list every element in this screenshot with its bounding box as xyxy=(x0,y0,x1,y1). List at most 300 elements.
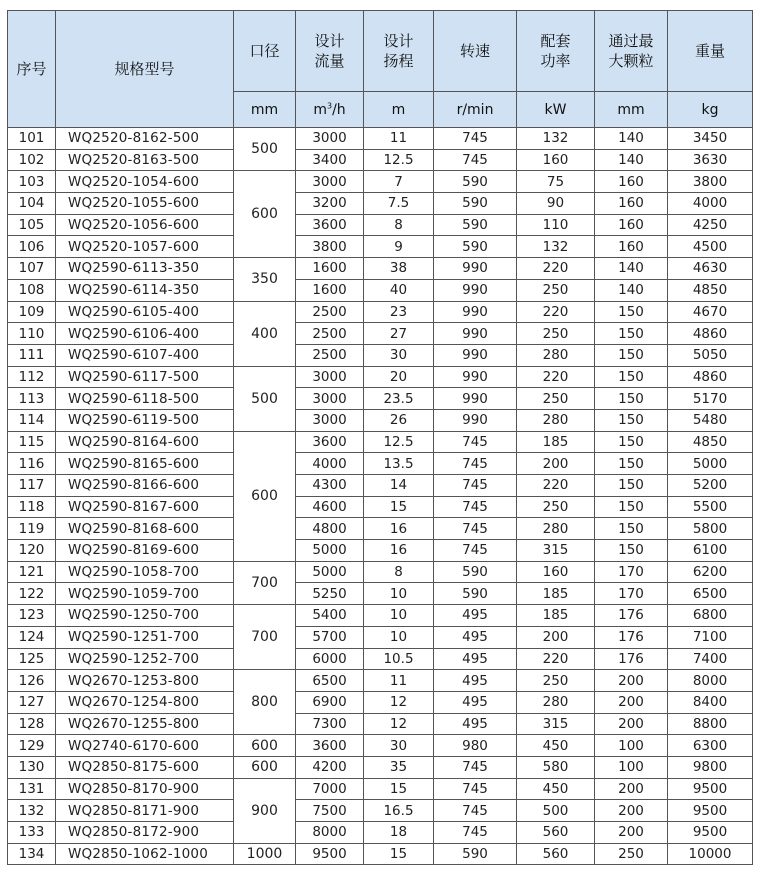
cell-flow: 9500 xyxy=(296,843,364,865)
cell-diameter: 700 xyxy=(234,605,296,670)
cell-head: 9 xyxy=(364,236,434,258)
cell-seq: 108 xyxy=(8,279,56,301)
cell-seq: 123 xyxy=(8,605,56,627)
cell-particle: 140 xyxy=(595,258,668,280)
cell-head: 11 xyxy=(364,670,434,692)
cell-seq: 107 xyxy=(8,258,56,280)
cell-particle: 200 xyxy=(595,800,668,822)
cell-weight: 5800 xyxy=(668,518,753,540)
cell-particle: 150 xyxy=(595,366,668,388)
cell-seq: 113 xyxy=(8,388,56,410)
table-header xyxy=(8,11,753,128)
cell-head: 12 xyxy=(364,691,434,713)
cell-flow: 7300 xyxy=(296,713,364,735)
cell-model: WQ2590-6118-500 xyxy=(56,388,234,410)
cell-power: 220 xyxy=(517,648,595,670)
table-row xyxy=(8,366,753,388)
cell-model: WQ2590-1058-700 xyxy=(56,561,234,583)
cell-power: 250 xyxy=(517,388,595,410)
cell-particle: 176 xyxy=(595,605,668,627)
cell-weight: 9500 xyxy=(668,778,753,800)
header-seq: 序号 xyxy=(8,11,56,128)
cell-model: WQ2520-1054-600 xyxy=(56,171,234,193)
header-power: 配套 功率 xyxy=(517,11,595,92)
cell-speed: 590 xyxy=(434,214,517,236)
cell-power: 200 xyxy=(517,626,595,648)
cell-speed: 990 xyxy=(434,258,517,280)
table-row xyxy=(8,128,753,150)
cell-diameter: 600 xyxy=(234,756,296,778)
cell-weight: 8400 xyxy=(668,691,753,713)
table-row xyxy=(8,605,753,627)
table-row xyxy=(8,670,753,692)
unit-diameter: mm xyxy=(234,92,296,128)
cell-weight: 10000 xyxy=(668,843,753,865)
header-speed: 转速 xyxy=(434,11,517,92)
cell-particle: 150 xyxy=(595,409,668,431)
table-row xyxy=(8,691,753,713)
cell-speed: 990 xyxy=(434,323,517,345)
cell-weight: 6800 xyxy=(668,605,753,627)
header-particle: 通过最 大颗粒 xyxy=(595,11,668,92)
cell-particle: 200 xyxy=(595,691,668,713)
unit-power: kW xyxy=(517,92,595,128)
cell-model: WQ2670-1254-800 xyxy=(56,691,234,713)
cell-flow: 3200 xyxy=(296,193,364,215)
cell-seq: 116 xyxy=(8,453,56,475)
header-diameter: 口径 xyxy=(234,11,296,92)
cell-speed: 990 xyxy=(434,409,517,431)
cell-flow: 3400 xyxy=(296,149,364,171)
cell-seq: 101 xyxy=(8,128,56,150)
cell-seq: 127 xyxy=(8,691,56,713)
cell-flow: 4000 xyxy=(296,453,364,475)
cell-power: 200 xyxy=(517,453,595,475)
cell-weight: 4250 xyxy=(668,214,753,236)
table-row xyxy=(8,713,753,735)
cell-diameter: 600 xyxy=(234,735,296,757)
cell-particle: 150 xyxy=(595,540,668,562)
cell-model: WQ2850-1062-1000 xyxy=(56,843,234,865)
table-row xyxy=(8,258,753,280)
table-row xyxy=(8,843,753,865)
cell-seq: 121 xyxy=(8,561,56,583)
cell-weight: 8800 xyxy=(668,713,753,735)
cell-model: WQ2590-6106-400 xyxy=(56,323,234,345)
cell-flow: 8000 xyxy=(296,822,364,844)
cell-speed: 745 xyxy=(434,540,517,562)
cell-speed: 495 xyxy=(434,648,517,670)
cell-speed: 495 xyxy=(434,626,517,648)
cell-flow: 2500 xyxy=(296,323,364,345)
cell-model: WQ2520-8162-500 xyxy=(56,128,234,150)
cell-head: 8 xyxy=(364,214,434,236)
header-weight: 重量 xyxy=(668,11,753,92)
cell-speed: 590 xyxy=(434,193,517,215)
cell-weight: 5050 xyxy=(668,344,753,366)
unit-flow xyxy=(296,92,364,128)
cell-weight: 3800 xyxy=(668,171,753,193)
cell-speed: 745 xyxy=(434,431,517,453)
cell-head: 15 xyxy=(364,778,434,800)
cell-speed: 990 xyxy=(434,366,517,388)
cell-seq: 119 xyxy=(8,518,56,540)
cell-particle: 160 xyxy=(595,193,668,215)
cell-speed: 990 xyxy=(434,301,517,323)
cell-power: 250 xyxy=(517,279,595,301)
cell-weight: 4500 xyxy=(668,236,753,258)
cell-head: 40 xyxy=(364,279,434,301)
cell-power: 580 xyxy=(517,756,595,778)
cell-particle: 140 xyxy=(595,149,668,171)
cell-power: 220 xyxy=(517,258,595,280)
cell-seq: 124 xyxy=(8,626,56,648)
cell-model: WQ2850-8171-900 xyxy=(56,800,234,822)
cell-weight: 4860 xyxy=(668,323,753,345)
cell-weight: 3450 xyxy=(668,128,753,150)
cell-diameter: 500 xyxy=(234,128,296,171)
cell-power: 280 xyxy=(517,344,595,366)
cell-model: WQ2590-8165-600 xyxy=(56,453,234,475)
cell-speed: 590 xyxy=(434,561,517,583)
cell-power: 132 xyxy=(517,128,595,150)
cell-power: 160 xyxy=(517,149,595,171)
cell-speed: 990 xyxy=(434,344,517,366)
cell-weight: 5170 xyxy=(668,388,753,410)
cell-seq: 106 xyxy=(8,236,56,258)
cell-flow: 2500 xyxy=(296,301,364,323)
cell-speed: 745 xyxy=(434,756,517,778)
cell-particle: 176 xyxy=(595,648,668,670)
cell-diameter: 700 xyxy=(234,561,296,604)
cell-speed: 745 xyxy=(434,128,517,150)
cell-power: 450 xyxy=(517,778,595,800)
cell-power: 220 xyxy=(517,366,595,388)
cell-speed: 590 xyxy=(434,171,517,193)
cell-seq: 110 xyxy=(8,323,56,345)
cell-speed: 590 xyxy=(434,236,517,258)
cell-head: 30 xyxy=(364,344,434,366)
cell-particle: 150 xyxy=(595,475,668,497)
cell-speed: 495 xyxy=(434,713,517,735)
cell-flow: 1600 xyxy=(296,279,364,301)
cell-weight: 9800 xyxy=(668,756,753,778)
cell-particle: 100 xyxy=(595,735,668,757)
table-row xyxy=(8,344,753,366)
cell-model: WQ2590-1252-700 xyxy=(56,648,234,670)
unit-flow-sup: 3 xyxy=(326,100,333,110)
cell-head: 10.5 xyxy=(364,648,434,670)
cell-flow: 6500 xyxy=(296,670,364,692)
table-row xyxy=(8,800,753,822)
cell-model: WQ2590-6119-500 xyxy=(56,409,234,431)
cell-power: 280 xyxy=(517,691,595,713)
cell-flow: 5700 xyxy=(296,626,364,648)
cell-power: 160 xyxy=(517,561,595,583)
cell-flow: 5250 xyxy=(296,583,364,605)
cell-particle: 160 xyxy=(595,214,668,236)
table-row xyxy=(8,475,753,497)
cell-weight: 4850 xyxy=(668,279,753,301)
cell-head: 16 xyxy=(364,540,434,562)
cell-speed: 495 xyxy=(434,691,517,713)
table-row xyxy=(8,453,753,475)
cell-head: 30 xyxy=(364,735,434,757)
cell-weight: 6100 xyxy=(668,540,753,562)
cell-power: 185 xyxy=(517,583,595,605)
cell-weight: 4000 xyxy=(668,193,753,215)
cell-head: 12.5 xyxy=(364,431,434,453)
cell-power: 75 xyxy=(517,171,595,193)
header-head: 设计 扬程 xyxy=(364,11,434,92)
cell-diameter: 1000 xyxy=(234,843,296,865)
table-row xyxy=(8,323,753,345)
cell-head: 11 xyxy=(364,128,434,150)
cell-flow: 7000 xyxy=(296,778,364,800)
cell-model: WQ2670-1255-800 xyxy=(56,713,234,735)
cell-model: WQ2590-1059-700 xyxy=(56,583,234,605)
cell-flow: 4200 xyxy=(296,756,364,778)
cell-flow: 4800 xyxy=(296,518,364,540)
cell-seq: 103 xyxy=(8,171,56,193)
cell-weight: 4670 xyxy=(668,301,753,323)
cell-model: WQ2590-8164-600 xyxy=(56,431,234,453)
cell-head: 20 xyxy=(364,366,434,388)
cell-seq: 120 xyxy=(8,540,56,562)
cell-head: 18 xyxy=(364,822,434,844)
cell-flow: 6900 xyxy=(296,691,364,713)
cell-particle: 100 xyxy=(595,756,668,778)
cell-speed: 495 xyxy=(434,605,517,627)
table-row xyxy=(8,301,753,323)
cell-speed: 745 xyxy=(434,518,517,540)
cell-speed: 990 xyxy=(434,279,517,301)
cell-particle: 200 xyxy=(595,822,668,844)
cell-seq: 130 xyxy=(8,756,56,778)
cell-power: 90 xyxy=(517,193,595,215)
cell-flow: 6000 xyxy=(296,648,364,670)
cell-particle: 150 xyxy=(595,388,668,410)
cell-flow: 3000 xyxy=(296,171,364,193)
table-row xyxy=(8,735,753,757)
cell-head: 14 xyxy=(364,475,434,497)
table-row xyxy=(8,171,753,193)
cell-model: WQ2590-6107-400 xyxy=(56,344,234,366)
cell-seq: 132 xyxy=(8,800,56,822)
cell-power: 315 xyxy=(517,713,595,735)
cell-particle: 150 xyxy=(595,453,668,475)
cell-particle: 140 xyxy=(595,128,668,150)
cell-seq: 112 xyxy=(8,366,56,388)
cell-weight: 8000 xyxy=(668,670,753,692)
cell-seq: 111 xyxy=(8,344,56,366)
header-model: 规格型号 xyxy=(56,11,234,128)
cell-flow: 5400 xyxy=(296,605,364,627)
cell-head: 15 xyxy=(364,496,434,518)
cell-speed: 590 xyxy=(434,583,517,605)
unit-weight: kg xyxy=(668,92,753,128)
cell-weight: 4630 xyxy=(668,258,753,280)
cell-speed: 745 xyxy=(434,800,517,822)
cell-particle: 140 xyxy=(595,279,668,301)
cell-power: 220 xyxy=(517,475,595,497)
cell-model: WQ2590-1250-700 xyxy=(56,605,234,627)
cell-speed: 495 xyxy=(434,670,517,692)
cell-particle: 200 xyxy=(595,713,668,735)
unit-particle: mm xyxy=(595,92,668,128)
cell-model: WQ2590-6114-350 xyxy=(56,279,234,301)
cell-head: 8 xyxy=(364,561,434,583)
cell-flow: 5000 xyxy=(296,540,364,562)
cell-speed: 745 xyxy=(434,475,517,497)
cell-seq: 104 xyxy=(8,193,56,215)
table-body xyxy=(8,128,753,865)
cell-speed: 745 xyxy=(434,822,517,844)
cell-seq: 125 xyxy=(8,648,56,670)
cell-flow: 3600 xyxy=(296,431,364,453)
table-row xyxy=(8,583,753,605)
cell-seq: 128 xyxy=(8,713,56,735)
cell-speed: 745 xyxy=(434,149,517,171)
cell-head: 27 xyxy=(364,323,434,345)
cell-particle: 170 xyxy=(595,583,668,605)
cell-seq: 129 xyxy=(8,735,56,757)
cell-seq: 109 xyxy=(8,301,56,323)
cell-model: WQ2850-8170-900 xyxy=(56,778,234,800)
cell-power: 132 xyxy=(517,236,595,258)
cell-seq: 126 xyxy=(8,670,56,692)
table-row xyxy=(8,518,753,540)
cell-flow: 3000 xyxy=(296,366,364,388)
cell-flow: 3600 xyxy=(296,214,364,236)
cell-power: 450 xyxy=(517,735,595,757)
cell-model: WQ2590-6117-500 xyxy=(56,366,234,388)
cell-model: WQ2670-1253-800 xyxy=(56,670,234,692)
table-row xyxy=(8,561,753,583)
table-row xyxy=(8,540,753,562)
cell-head: 10 xyxy=(364,626,434,648)
unit-flow-tail: /h xyxy=(332,101,346,118)
cell-head: 38 xyxy=(364,258,434,280)
cell-head: 16.5 xyxy=(364,800,434,822)
cell-model: WQ2740-6170-600 xyxy=(56,735,234,757)
cell-power: 220 xyxy=(517,301,595,323)
cell-power: 110 xyxy=(517,214,595,236)
cell-power: 315 xyxy=(517,540,595,562)
cell-diameter: 600 xyxy=(234,431,296,561)
cell-head: 12 xyxy=(364,713,434,735)
cell-speed: 980 xyxy=(434,735,517,757)
cell-weight: 5000 xyxy=(668,453,753,475)
cell-particle: 150 xyxy=(595,301,668,323)
cell-weight: 5200 xyxy=(668,475,753,497)
cell-weight: 3630 xyxy=(668,149,753,171)
cell-model: WQ2520-8163-500 xyxy=(56,149,234,171)
cell-particle: 160 xyxy=(595,171,668,193)
header-flow: 设计 流量 xyxy=(296,11,364,92)
cell-head: 7.5 xyxy=(364,193,434,215)
cell-seq: 117 xyxy=(8,475,56,497)
cell-head: 10 xyxy=(364,583,434,605)
cell-flow: 3600 xyxy=(296,735,364,757)
table-row xyxy=(8,648,753,670)
table-row xyxy=(8,431,753,453)
cell-particle: 150 xyxy=(595,496,668,518)
cell-weight: 7400 xyxy=(668,648,753,670)
cell-model: WQ2850-8172-900 xyxy=(56,822,234,844)
cell-model: WQ2520-1055-600 xyxy=(56,193,234,215)
cell-flow: 4300 xyxy=(296,475,364,497)
cell-speed: 745 xyxy=(434,496,517,518)
unit-head: m xyxy=(364,92,434,128)
table-row xyxy=(8,822,753,844)
cell-diameter: 350 xyxy=(234,258,296,301)
cell-speed: 990 xyxy=(434,388,517,410)
unit-speed: r/min xyxy=(434,92,517,128)
cell-speed: 745 xyxy=(434,453,517,475)
cell-weight: 7100 xyxy=(668,626,753,648)
cell-power: 280 xyxy=(517,409,595,431)
cell-particle: 200 xyxy=(595,778,668,800)
cell-head: 15 xyxy=(364,843,434,865)
cell-flow: 2500 xyxy=(296,344,364,366)
cell-seq: 118 xyxy=(8,496,56,518)
table-row xyxy=(8,149,753,171)
cell-power: 185 xyxy=(517,431,595,453)
pump-spec-table xyxy=(7,10,753,865)
cell-model: WQ2590-8166-600 xyxy=(56,475,234,497)
cell-particle: 170 xyxy=(595,561,668,583)
unit-flow-base: m xyxy=(313,101,327,118)
table-row xyxy=(8,626,753,648)
cell-power: 250 xyxy=(517,323,595,345)
cell-flow: 3000 xyxy=(296,128,364,150)
cell-weight: 5480 xyxy=(668,409,753,431)
cell-power: 500 xyxy=(517,800,595,822)
cell-flow: 1600 xyxy=(296,258,364,280)
cell-model: WQ2590-8168-600 xyxy=(56,518,234,540)
cell-flow: 3000 xyxy=(296,388,364,410)
cell-diameter: 900 xyxy=(234,778,296,843)
cell-diameter: 500 xyxy=(234,366,296,431)
cell-model: WQ2520-1056-600 xyxy=(56,214,234,236)
cell-head: 23 xyxy=(364,301,434,323)
cell-weight: 4860 xyxy=(668,366,753,388)
table-row xyxy=(8,279,753,301)
table-row xyxy=(8,214,753,236)
cell-power: 280 xyxy=(517,518,595,540)
cell-flow: 3800 xyxy=(296,236,364,258)
cell-particle: 150 xyxy=(595,323,668,345)
cell-seq: 115 xyxy=(8,431,56,453)
cell-weight: 6300 xyxy=(668,735,753,757)
cell-seq: 105 xyxy=(8,214,56,236)
cell-diameter: 400 xyxy=(234,301,296,366)
cell-seq: 102 xyxy=(8,149,56,171)
cell-head: 13.5 xyxy=(364,453,434,475)
cell-power: 560 xyxy=(517,843,595,865)
cell-model: WQ2520-1057-600 xyxy=(56,236,234,258)
table-row xyxy=(8,496,753,518)
cell-power: 250 xyxy=(517,670,595,692)
cell-weight: 5500 xyxy=(668,496,753,518)
cell-weight: 9500 xyxy=(668,822,753,844)
cell-flow: 5000 xyxy=(296,561,364,583)
cell-particle: 150 xyxy=(595,518,668,540)
cell-seq: 122 xyxy=(8,583,56,605)
cell-particle: 200 xyxy=(595,670,668,692)
cell-model: WQ2850-8175-600 xyxy=(56,756,234,778)
